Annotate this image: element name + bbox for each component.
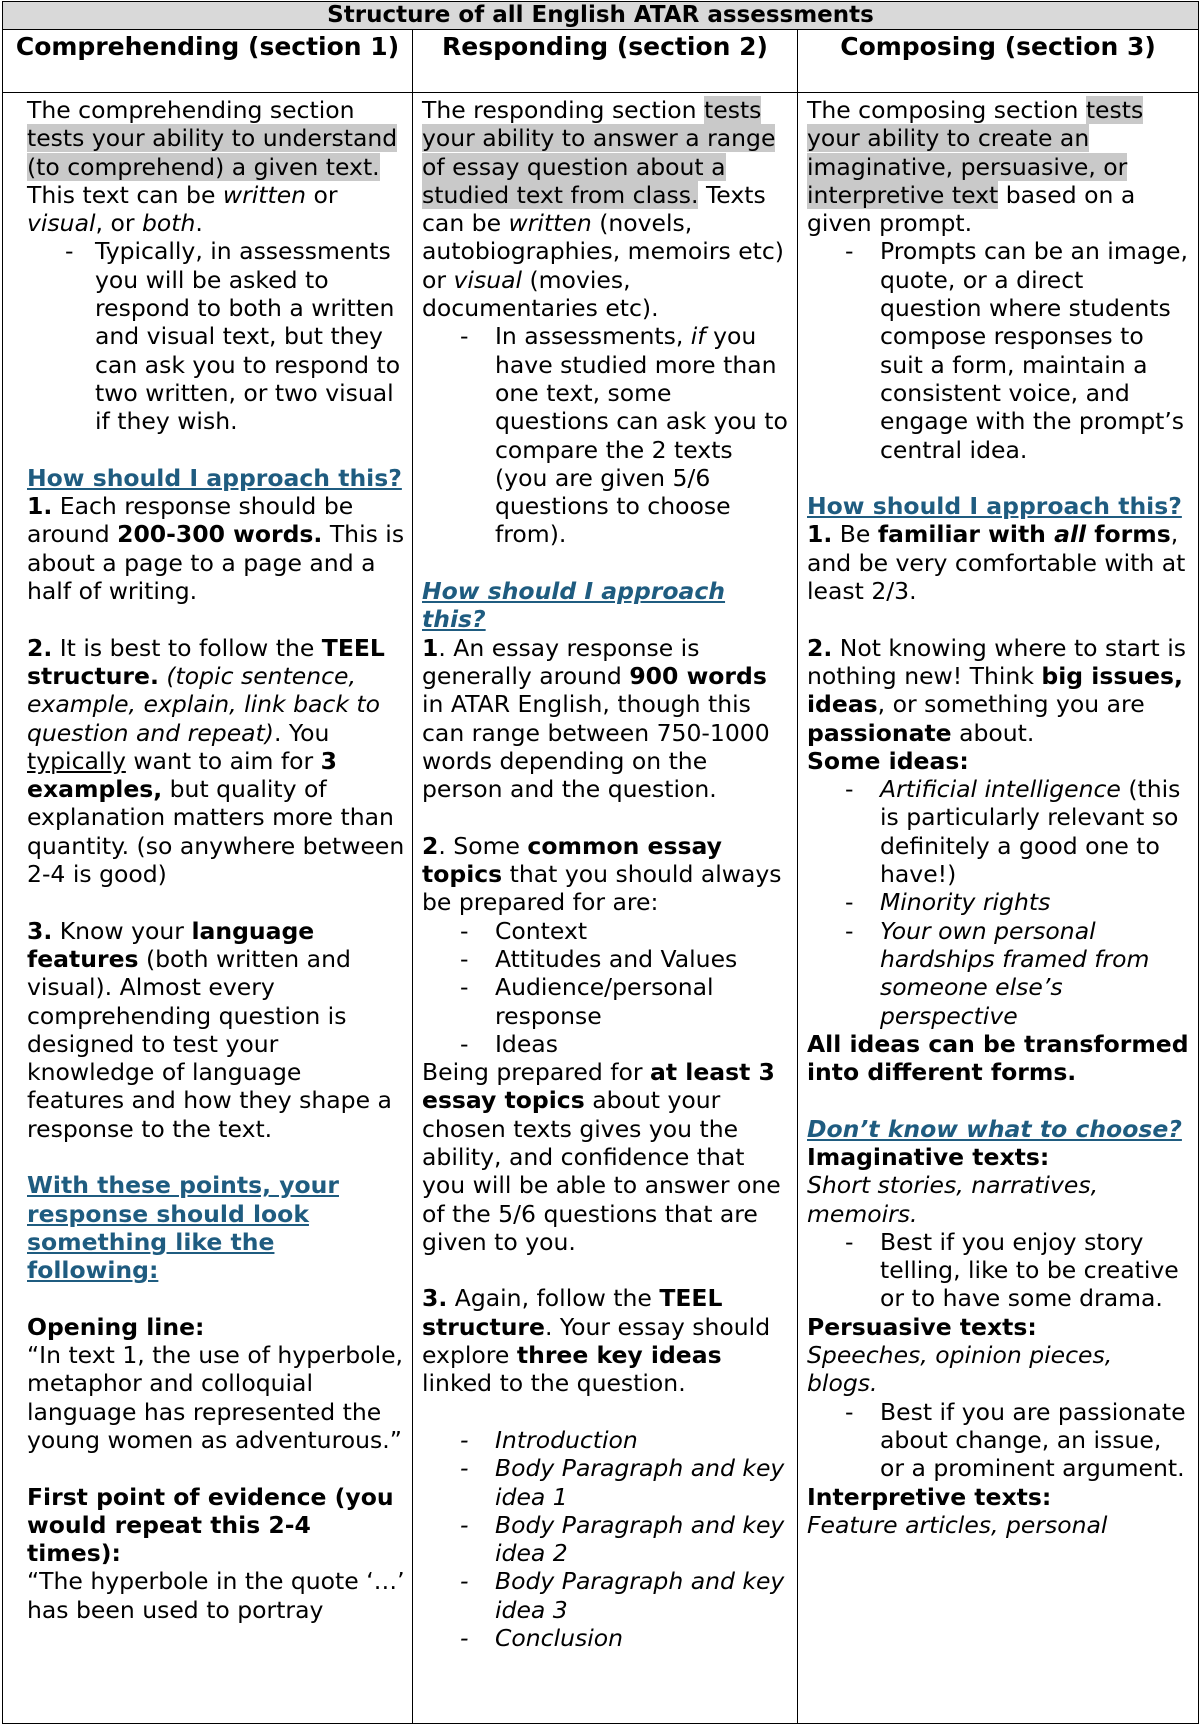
opening-line-text: “In text 1, the use of hyperbole, metaphor and colloquial language has represented the young women as adventurous.” [27, 1341, 404, 1454]
persuasive-label: Persuasive texts: [807, 1312, 1037, 1341]
point-bold: forms [1086, 520, 1171, 549]
first-point-label: First point of evidence (you would repeat this 2-4 times): [27, 1482, 394, 1568]
interpretive-label: Interpretive texts: [807, 1482, 1052, 1511]
intro-text: based on a given prompt. [807, 180, 1136, 238]
point-text: want to aim for [125, 746, 321, 775]
point-number: 3. [422, 1284, 448, 1313]
list-item: - Best if you enjoy story telling, like to be creative or to have some drama. [807, 1228, 1190, 1313]
point-text: Not knowing where to start is nothing new! Think [807, 633, 1186, 690]
list-item: - Conclusion [422, 1624, 789, 1652]
list-item: - Attitudes and Values [422, 945, 789, 973]
point-text: , or something you are [877, 690, 1145, 719]
point-bold: TEEL structure [422, 1284, 723, 1341]
comprehending-content [3, 93, 412, 1624]
intro-italic: written [222, 180, 307, 209]
intro-italic: both [141, 209, 196, 238]
approach-heading[interactable]: How should I approach this? [27, 463, 402, 492]
persuasive-forms: Speeches, opinion pieces, blogs. [807, 1341, 1113, 1398]
point-1 [422, 634, 789, 804]
point-text: about. [951, 718, 1035, 747]
point-number: 2 [422, 831, 439, 860]
intro-italic: visual [453, 265, 523, 294]
intro-text: This text can be [27, 180, 223, 209]
prep-text: Being prepared for [422, 1058, 651, 1087]
point-2 [807, 634, 1190, 747]
imaginative-bullets [807, 1228, 1190, 1313]
point-number: 2. [27, 633, 53, 662]
point-bold: common essay topics [422, 831, 722, 889]
bullet-italic: if [690, 322, 706, 351]
responding-content [413, 93, 797, 1652]
idea-text: Minority rights [880, 888, 1051, 917]
point-1 [807, 520, 1190, 605]
intro-italic: visual [27, 209, 96, 238]
all-ideas-note: All ideas can be transformed into different forms. [807, 1029, 1189, 1087]
dont-know-heading[interactable]: Don’t know what to choose? [807, 1114, 1182, 1143]
composing-bullets [807, 237, 1190, 463]
composing-intro [807, 96, 1190, 237]
point-number: 1. [807, 520, 833, 549]
bullet-text: In assessments, [495, 322, 691, 351]
point-3 [422, 1284, 789, 1397]
point-2 [422, 832, 789, 917]
list-item [807, 917, 1190, 1030]
point-number: 1. [27, 492, 53, 521]
intro-highlight: tests your ability to understand (to comprehend) a given text. [27, 124, 398, 181]
comprehending-bullets [27, 237, 405, 435]
idea-text: Your own personal hardships framed from someone else’s perspective [880, 916, 1150, 1030]
responding-bullets [422, 322, 789, 548]
list-item: - Best if you are passionate about change, an issue, or a prominent argument. [807, 1398, 1190, 1483]
list-item: - Body Paragraph and key idea 1 [422, 1454, 789, 1511]
point-text: It is best to follow the [52, 633, 322, 662]
intro-text: (movies, documentaries etc). [422, 265, 659, 323]
point-bold: three key ideas [516, 1341, 722, 1370]
approach-heading[interactable]: How should I approach this? [422, 577, 726, 634]
point-text: This is about a page to a page and a half of writing. [27, 520, 405, 606]
point-text: in ATAR English, though this can range between 750-1000 words depending on the person and the question. [422, 690, 770, 804]
point-2 [27, 634, 405, 889]
point-bold: familiar with [877, 520, 1055, 549]
intro-text: , or [95, 209, 142, 238]
point-bold: big issues, ideas [807, 661, 1183, 719]
assessment-structure-table [2, 1, 1199, 1724]
point-text: but quality of explanation matters more than quantity. (so anywhere between 2-4 is good) [27, 775, 405, 889]
point-bold: 900 words [629, 661, 767, 690]
composing-content [798, 93, 1198, 1539]
list-item: - Body Paragraph and key idea 3 [422, 1567, 789, 1624]
point-text: . Some [438, 831, 528, 860]
point-text: (both written and visual). Almost every comprehending question is designed to test your knowledge of language features and how they shape a response to the text. [27, 944, 392, 1143]
point-bold: 200-300 words. [117, 520, 323, 549]
prep-text: about your chosen texts gives you the ability, and confidence that you will be able to answer one of the 5/6 questions that are given to you. [422, 1086, 781, 1256]
point-underline: typically [27, 746, 126, 775]
point-bold: 3 examples, [27, 746, 338, 804]
example-heading[interactable]: With these points, your response should look something like the following: [27, 1171, 339, 1285]
intro-italic: written [508, 209, 592, 238]
list-item: - Audience/personal response [422, 973, 789, 1030]
point-text: Again, follow the [447, 1284, 660, 1313]
intro-text: or [306, 180, 338, 209]
point-bold: passionate [807, 718, 952, 747]
point-text: Be [832, 520, 878, 549]
list-item [807, 775, 1190, 888]
list-item: - Introduction [422, 1426, 789, 1454]
point-text: that you should always be prepared for are: [422, 860, 782, 917]
point-bold: language features [27, 916, 315, 973]
approach-heading[interactable]: How should I approach this? [807, 492, 1182, 521]
point-text: , and be very comfortable with at least 2/3. [807, 520, 1186, 606]
imaginative-forms: Short stories, narratives, memoirs. [807, 1171, 1099, 1228]
ideas-label: Some ideas: [807, 746, 969, 775]
imaginative-label: Imaginative texts: [807, 1142, 1050, 1171]
intro-text: (novels, autobiographies, memoirs etc) or [422, 209, 784, 294]
intro-text: The responding section [422, 96, 705, 124]
intro-highlight: tests your ability to create an imaginative, persuasive, or interpretive text [807, 96, 1144, 209]
list-item: - Typically, in assessments you will be asked to respond to both a written and visual text, but they can ask you to respond to two written, or two visual if they wish. [27, 237, 405, 435]
table-title: Structure of all English ATAR assessments [3, 2, 1199, 30]
first-point-text: “The hyperbole in the quote ‘…’ has been used to portray [27, 1567, 405, 1624]
point-text: . You [273, 718, 330, 747]
intro-highlight: tests your ability to answer a range of essay question about a studied text from class. [422, 96, 776, 209]
list-item: - Context [422, 917, 789, 945]
point-number: 2. [807, 633, 833, 662]
point-number: 1 [422, 633, 439, 662]
list-item: - Body Paragraph and key idea 2 [422, 1511, 789, 1568]
point-bold-italic: all [1054, 520, 1087, 549]
point-3 [27, 917, 405, 1143]
point-number: 3. [27, 916, 53, 945]
intro-text: The comprehending section [27, 96, 355, 124]
idea-text: Artificial intelligence [880, 775, 1121, 804]
point-italic: (topic sentence, example, explain, link back to question and repeat) [27, 661, 381, 747]
persuasive-bullets [807, 1398, 1190, 1483]
list-item: - Prompts can be an image, quote, or a direct question where students compose responses to suit a form, maintain a consistent voice, and engage with the prompt’s central idea. [807, 237, 1190, 463]
intro-text: . [195, 209, 203, 238]
preparation-note [422, 1058, 789, 1256]
bullet-text: you have studied more than one text, some questions can ask you to compare the 2 texts (you are given 5/6 questions to choose from). [495, 322, 788, 549]
comprehending-intro [27, 96, 405, 237]
list-item [422, 322, 789, 548]
point-1 [27, 492, 405, 605]
interpretive-forms: Feature articles, personal [807, 1510, 1108, 1539]
idea-note: (this is particularly relevant so definitely a good one to have!) [880, 775, 1181, 889]
point-text: Each response should be around [27, 492, 354, 549]
point-text: . An essay response is generally around [422, 633, 700, 690]
intro-text: Texts can be [422, 180, 766, 238]
point-text: Know your [52, 916, 192, 945]
header-responding: Responding (section 2) [413, 30, 798, 93]
intro-text: The composing section [807, 96, 1086, 124]
list-item [807, 888, 1190, 916]
point-text: . Your essay should explore [422, 1312, 771, 1370]
opening-line-label: Opening line: [27, 1312, 205, 1341]
prep-bold: at least 3 essay topics [422, 1058, 775, 1115]
comprehending-cell [3, 93, 413, 1724]
point-bold: TEEL structure. [27, 633, 385, 690]
responding-intro [422, 96, 789, 322]
header-comprehending: Comprehending (section 1) [3, 30, 413, 93]
point-text: linked to the question. [422, 1369, 686, 1398]
composing-cell [798, 93, 1199, 1724]
essay-structure-list [422, 1426, 789, 1652]
list-item: - Ideas [422, 1030, 789, 1058]
header-composing: Composing (section 3) [798, 30, 1199, 93]
ideas-list [807, 775, 1190, 1030]
essay-topics-list [422, 917, 789, 1058]
responding-cell [413, 93, 798, 1724]
